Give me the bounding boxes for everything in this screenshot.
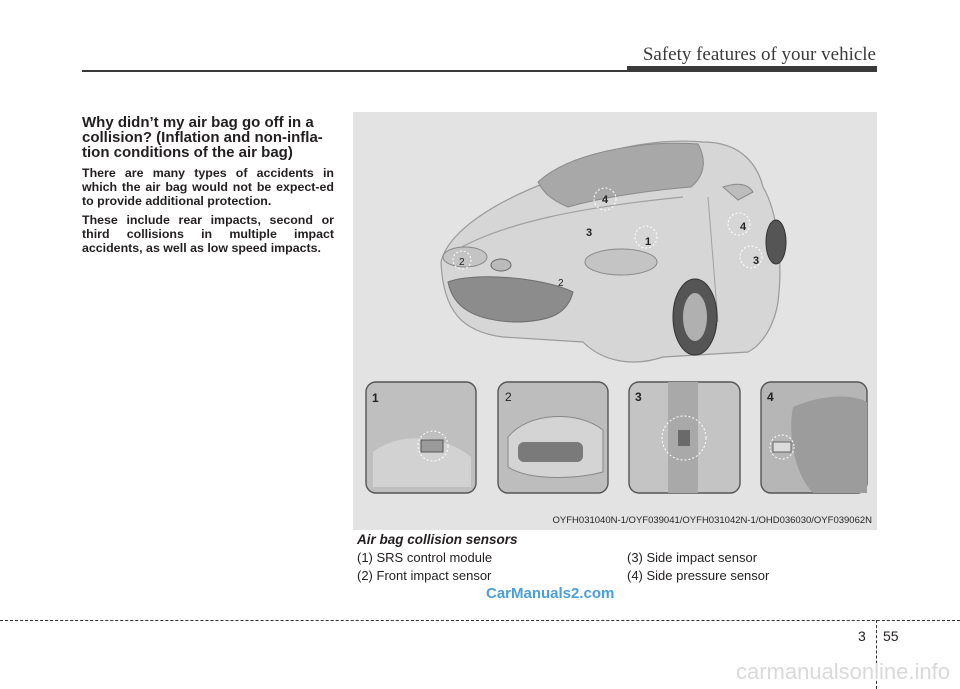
headlight-right [585,249,657,275]
svg-text:4: 4 [767,390,774,404]
figure-code: OYFH031040N-1/OYF039041/OYFH031042N-1/OHD036030/OYF039062N [552,515,872,526]
sensor-figure [353,112,877,530]
svg-text:1: 1 [372,391,379,405]
thumb-srs-control-module [366,382,476,493]
car-marker-3-left [586,227,592,239]
caption-item: (2) Front impact sensor [357,568,492,583]
page-number: 55 [883,628,899,644]
watermark-top: CarManuals2.com [486,585,615,602]
caption-title: Air bag collision sensors [357,532,518,547]
chapter-number: 3 [858,628,866,644]
thumb-side-impact-sensor [629,382,740,493]
svg-text:2: 2 [558,278,564,289]
caption-item: (1) SRS control module [357,550,493,565]
caption-item: (3) Side impact sensor [627,550,758,565]
body-paragraph: There are many types of accidents in which the air bag would not be expect-ed to provide additional protection. [82,166,334,208]
svg-text:3: 3 [635,390,642,404]
svg-text:4: 4 [740,221,747,233]
svg-text:3: 3 [586,227,593,239]
page-header-title: Safety features of your vehicle [642,44,876,65]
svg-text:2: 2 [505,390,512,404]
car-marker-2-center [558,278,564,289]
footer-dashed-rule [0,620,960,621]
left-column [82,115,334,260]
header-rule-thin [82,70,627,72]
svg-text:3: 3 [753,255,760,267]
thumb-front-impact-sensor [498,382,608,493]
car-illustration [353,112,877,530]
headlight-left [443,247,487,267]
header-rule-thick [627,66,877,72]
hyundai-logo [491,259,511,271]
body-paragraph: These include rear impacts, second or third collisions in multiple impact accidents, as well as low speed impacts. [82,213,334,255]
section-heading: Why didn’t my air bag go off in a collision? (Inflation and non-infla-tion conditions of the air bag) [82,114,323,161]
caption-item: (4) Side pressure sensor [627,568,770,583]
svg-text:4: 4 [602,194,609,206]
watermark-bottom: carmanualsonline.info [735,659,950,684]
front-wheel-rim [683,293,707,341]
thumb-side-pressure-sensor [761,382,867,493]
svg-text:1: 1 [645,236,652,248]
svg-text:2: 2 [459,257,465,268]
rear-wheel [766,220,786,264]
